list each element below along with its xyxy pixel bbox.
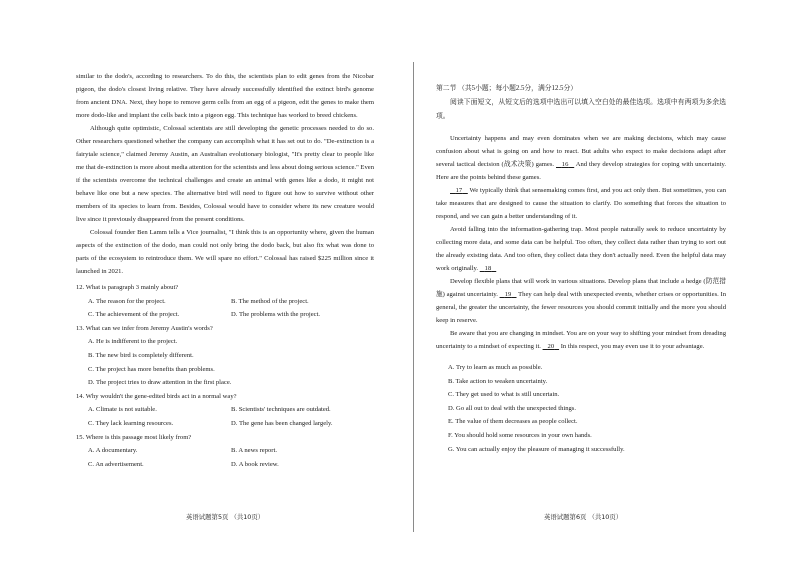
option-a[interactable]: A. He is indifferent to the project.	[88, 338, 178, 346]
passage-paragraph-1: Uncertainty happens and may even dominates when we are making decisions, which may cause confusion about what is going on and how to react. But adults who expect to make decisions adapt after several tactical decision (战术决策) games. 16 And they develop strategies for coping with uncertainty. Here are the points behind these games.	[436, 135, 726, 181]
blank-20[interactable]: 20	[547, 343, 555, 350]
question-12	[76, 281, 374, 322]
choice-d[interactable]: D. Go all out to deal with the unexpected things.	[448, 404, 577, 412]
question-stem: 13. What can we infer from Jeremy Austin's words?	[76, 324, 213, 332]
page-footer-right: 英语试题第6页 （共10页）	[544, 513, 623, 521]
passage-paragraph-2: 17 We typically think that sensemaking comes first, and you act only then. But sometimes, you can take measures that are designed to cause the situation to clarify. Do something that forces the situation to respond, and we can gain a better understanding of it.	[436, 187, 726, 220]
option-d[interactable]: D. The problems with the project.	[231, 311, 321, 319]
section-title: 第二节 （共5小题；每小题2.5分，满分12.5分）	[436, 85, 578, 92]
passage-paragraph-1: similar to the dodo's, according to researchers. To do this, the scientists plan to edit genes from the Nicobar pigeon, the dodo's closest living relative. They have already successfully identified the extinct bird's genome from ancient DNA. Next, they hope to remove germ cells from an egg of a pigeon, edit the genes to make them more dodo-like and implant the cells back into a pigeon egg. This technique has worked to breed chickens.	[76, 73, 374, 119]
page-footer-left: 英语试题第5页 （共10页）	[186, 513, 265, 521]
choice-a[interactable]: A. Try to learn as much as possible.	[448, 364, 543, 371]
option-c[interactable]: C. The achievement of the project.	[88, 311, 180, 319]
section-instruction: 阅读下面短文，从短文后的选项中选出可以填入空白处的最佳选项。选项中有两项为多余选项。	[436, 99, 726, 120]
left-page	[76, 70, 374, 471]
option-c[interactable]: C. They lack learning resources.	[88, 419, 174, 427]
option-c[interactable]: C. An advertisement.	[88, 460, 144, 468]
blank-18[interactable]: 18	[484, 265, 492, 272]
question-stem: 14. Why wouldn't the gene-edited birds act in a normal way?	[76, 392, 237, 400]
passage-paragraph-4: Develop flexible plans that will work in various situations. Develop plans that include a hedge (防范措施) against uncertainty. 19 They can help deal with unexpected events, whether crises or opportunities. In general, the greater the uncertainty, the fewer resources you should commit initially and the more you should keep in reserve.	[436, 278, 726, 324]
question-15	[76, 431, 374, 472]
page-divider	[413, 62, 414, 532]
question-13	[76, 322, 374, 390]
question-stem: 12. What is paragraph 3 mainly about?	[76, 284, 179, 291]
option-d[interactable]: D. The project tries to draw attention in the first place.	[88, 379, 232, 387]
passage-paragraph-5: Be aware that you are changing in mindset. You are on your way to shifting your mindset from dreading uncertainty to a mindset of expecting it. 20 In this respect, you may even use it to your advantage.	[436, 330, 726, 350]
choice-f[interactable]: F. You should hold some resources in your own hands.	[448, 431, 592, 439]
choice-g[interactable]: G. You can actually enjoy the pleasure of managing it successfully.	[448, 445, 625, 453]
passage-paragraph-3: Colossal founder Ben Lamm tells a Vice journalist, "I think this is an opportunity where, given the human aspects of the extinction of the dodo, man could not only bring the dodo back, but also fix what was done to parts of the ecosystem to reintroduce them. We will spare no effort." Colossal has raised $225 million since it launched in 2021.	[76, 229, 374, 275]
blank-19[interactable]: 19	[504, 291, 512, 298]
choice-c[interactable]: C. They get used to what is still uncertain.	[448, 391, 560, 399]
question-stem: 15. Where is this passage most likely from?	[76, 433, 192, 441]
option-b[interactable]: B. The method of the project.	[231, 297, 309, 305]
blank-16[interactable]: 16	[561, 161, 569, 168]
passage-paragraph-2: Although quite optimistic, Colossal scientists are still developing the genetic processes needed to do so. Other researchers questioned whether the company can accomplish what it has set out to do. "De-extinction is a fairytale science," claimed Jeremy Austin, an Australian evolutionary biologist, "It's pretty clear to people like me that de-extinction is more about media attention for the scientists and less about doing serious science." Even if the scientists overcome the technical challenges and create an animal with genes like a dodo, it might not behave like one but a new species. The alternative bird will need to figure out how to survive without other members of its species to learn from. Besides, Colossal would have to consider where its new creature would live since it previously disappeared from the present conditions.	[76, 125, 374, 223]
option-a[interactable]: A. A documentary.	[88, 447, 138, 455]
option-d[interactable]: D. The gene has been changed largely.	[231, 419, 333, 427]
option-b[interactable]: B. The new bird is completely different.	[88, 351, 194, 359]
option-d[interactable]: D. A book review.	[231, 460, 279, 468]
option-a[interactable]: A. Climate is not suitable.	[88, 406, 157, 414]
question-list	[76, 281, 374, 471]
choice-b[interactable]: B. Take action to weaken uncertainty.	[448, 377, 548, 385]
option-c[interactable]: C. The project has more benefits than problems.	[88, 365, 215, 373]
question-14	[76, 390, 374, 431]
option-a[interactable]: A. The reason for the project.	[88, 297, 166, 305]
passage-paragraph-3: Avoid falling into the information-gathering trap. Most people naturally seek to reduce uncertainty by collecting more data, and some data can be helpful. Too often, they collect data rather than trying to sort out the already existing data. And too often, they collect data they don't actually need. Even the helpful data may work originally. 18	[436, 226, 726, 272]
option-b[interactable]: B. A news report.	[231, 447, 277, 455]
choice-e[interactable]: E. The value of them decreases as people collect.	[448, 418, 578, 426]
option-b[interactable]: B. Scientists' techniques are outdated.	[231, 406, 331, 414]
blank-17[interactable]: 17	[455, 187, 463, 194]
right-page	[436, 82, 726, 456]
choice-list	[436, 361, 726, 456]
